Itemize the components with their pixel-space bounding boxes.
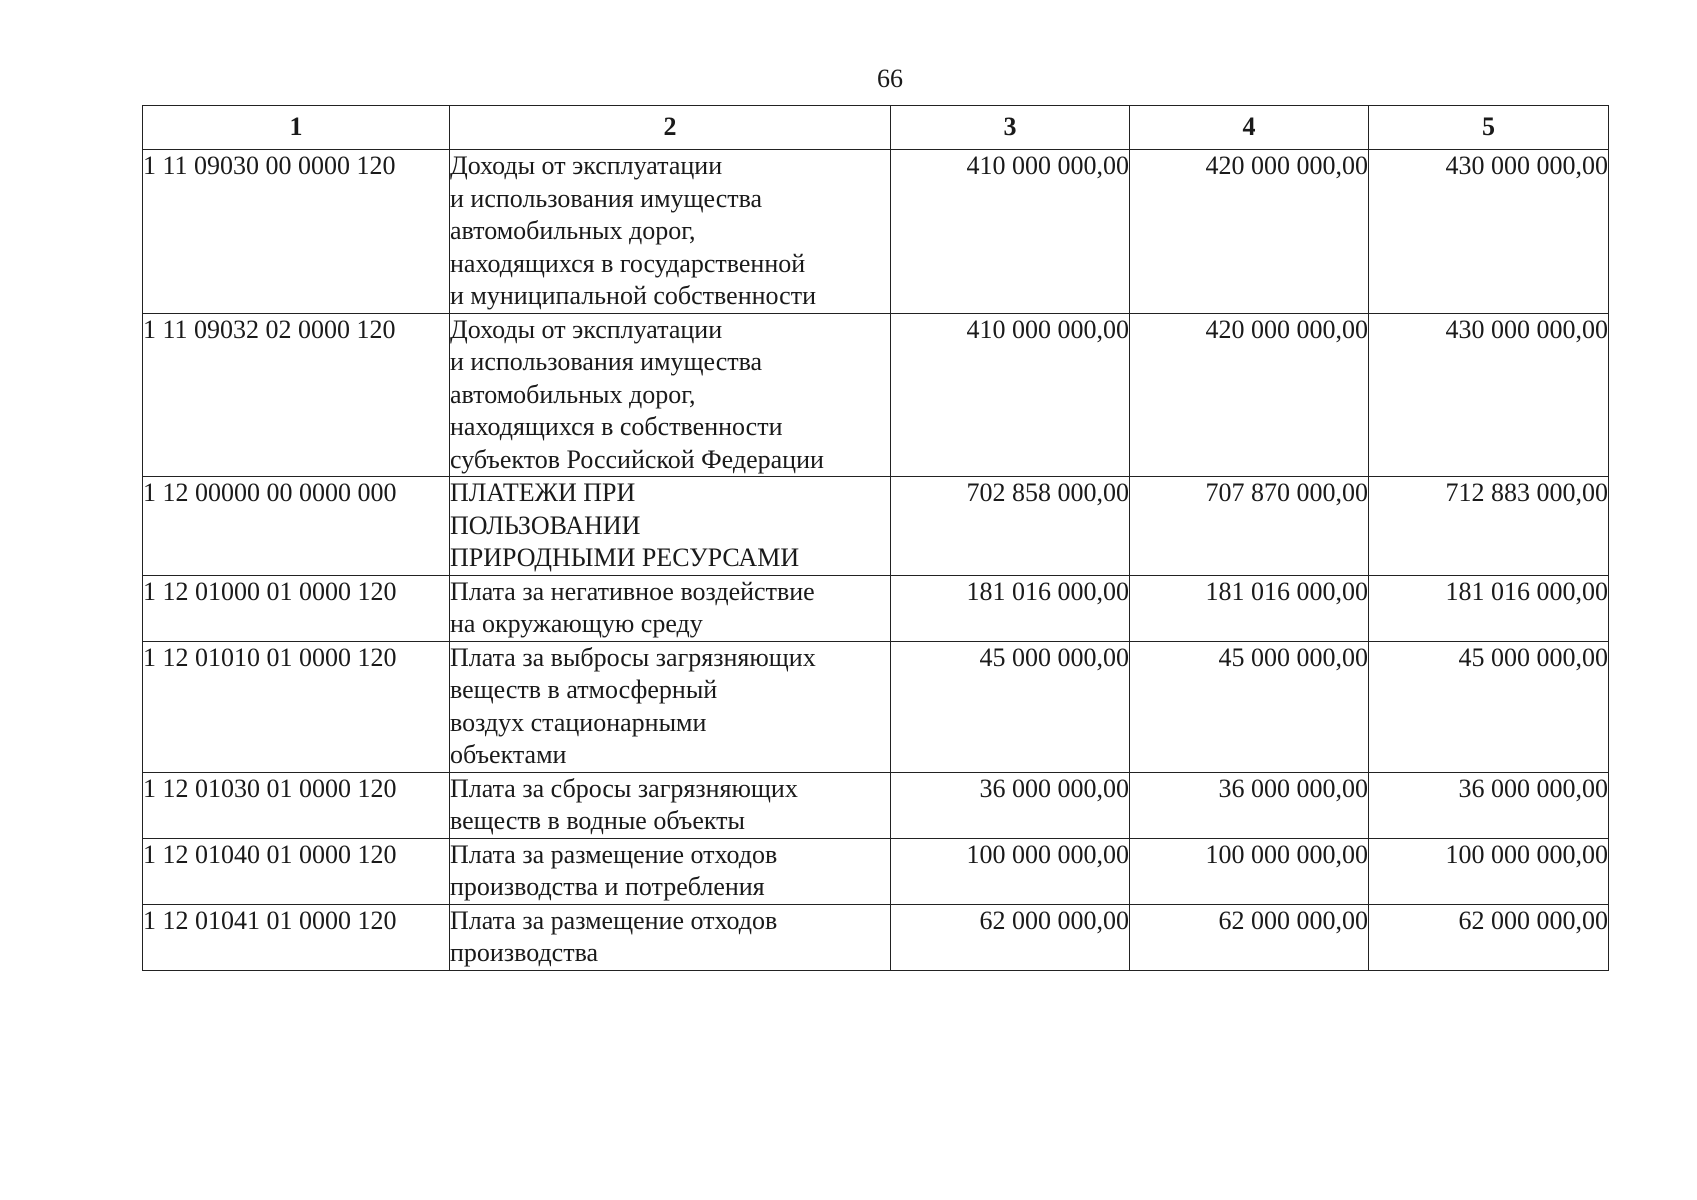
revenue-name-line: Доходы от эксплуатации [450, 314, 723, 344]
table-header-row [143, 106, 1609, 150]
amount-cell-col5: 36 000 000,00 [1369, 772, 1609, 838]
budget-code-cell: 1 11 09032 02 0000 120 [143, 313, 450, 477]
budget-revenue-table [142, 105, 1609, 971]
revenue-name-line: ПЛАТЕЖИ ПРИ [450, 478, 636, 507]
revenue-name-cell [450, 575, 891, 641]
amount-cell-col4: 707 870 000,00 [1130, 477, 1369, 576]
revenue-name-cell [450, 477, 891, 576]
revenue-name-line: и муниципальной собственности [450, 281, 816, 310]
amount-cell-col3: 410 000 000,00 [891, 313, 1130, 477]
amount-cell-col3: 36 000 000,00 [891, 772, 1130, 838]
revenue-name-line: веществ в водные объекты [450, 806, 746, 835]
table-row [143, 838, 1609, 904]
column-header-3: 3 [891, 106, 1130, 150]
amount-cell-col5: 181 016 000,00 [1369, 575, 1609, 641]
amount-cell-col3: 100 000 000,00 [891, 838, 1130, 904]
revenue-name-cell [450, 313, 891, 477]
amount-cell-col5: 62 000 000,00 [1369, 904, 1609, 970]
revenue-name-line: ПРИРОДНЫМИ РЕСУРСАМИ [450, 543, 800, 572]
column-header-5: 5 [1369, 106, 1609, 150]
revenue-name-cell [450, 904, 891, 970]
revenue-name-line: Плата за размещение отходов [450, 905, 778, 935]
amount-cell-col5: 100 000 000,00 [1369, 838, 1609, 904]
budget-code-cell: 1 11 09030 00 0000 120 [143, 150, 450, 314]
amount-cell-col4: 420 000 000,00 [1130, 313, 1369, 477]
revenue-name-line: автомобильных дорог, [450, 379, 696, 409]
budget-code-cell: 1 12 01041 01 0000 120 [143, 904, 450, 970]
amount-cell-col4: 420 000 000,00 [1130, 150, 1369, 314]
amount-cell-col4: 62 000 000,00 [1130, 904, 1369, 970]
revenue-name-line: Плата за сбросы загрязняющих [450, 773, 798, 803]
budget-code-cell: 1 12 01010 01 0000 120 [143, 641, 450, 772]
revenue-name-cell [450, 838, 891, 904]
page-number: 66 [877, 64, 903, 93]
revenue-name-line: производства и потребления [450, 872, 765, 901]
amount-cell-col4: 36 000 000,00 [1130, 772, 1369, 838]
revenue-name-line: Плата за выбросы загрязняющих [450, 642, 816, 672]
table-row [143, 575, 1609, 641]
revenue-name-line: Плата за размещение отходов [450, 839, 778, 869]
revenue-name-line: на окружающую среду [450, 609, 703, 638]
table-row [143, 313, 1609, 477]
column-header-4: 4 [1130, 106, 1369, 150]
revenue-name-line: автомобильных дорог, [450, 216, 696, 245]
table-row [143, 772, 1609, 838]
amount-cell-col4: 45 000 000,00 [1130, 641, 1369, 772]
amount-cell-col4: 181 016 000,00 [1130, 575, 1369, 641]
budget-code-cell: 1 12 01030 01 0000 120 [143, 772, 450, 838]
revenue-name-line: и использования имущества [450, 183, 763, 213]
amount-cell-col3: 62 000 000,00 [891, 904, 1130, 970]
revenue-name-line: веществ в атмосферный [450, 675, 718, 704]
amount-cell-col5: 712 883 000,00 [1369, 477, 1609, 576]
revenue-name-line: производства [450, 938, 599, 967]
column-header-2: 2 [450, 106, 891, 150]
amount-cell-col5: 45 000 000,00 [1369, 641, 1609, 772]
table-row [143, 641, 1609, 772]
revenue-name-line: объектами [450, 740, 567, 769]
amount-cell-col4: 100 000 000,00 [1130, 838, 1369, 904]
budget-code-cell: 1 12 01040 01 0000 120 [143, 838, 450, 904]
revenue-name-line: Плата за негативное воздействие [450, 576, 815, 606]
amount-cell-col5: 430 000 000,00 [1369, 150, 1609, 314]
amount-cell-col3: 45 000 000,00 [891, 641, 1130, 772]
revenue-name-cell [450, 150, 891, 314]
revenue-name-cell [450, 772, 891, 838]
revenue-name-cell [450, 641, 891, 772]
amount-cell-col3: 410 000 000,00 [891, 150, 1130, 314]
revenue-name-line: воздух стационарными [450, 707, 707, 737]
revenue-name-line: Доходы от эксплуатации [450, 151, 723, 180]
revenue-name-line: ПОЛЬЗОВАНИИ [450, 510, 641, 540]
column-header-1: 1 [143, 106, 450, 150]
table-row [143, 477, 1609, 576]
revenue-name-line: находящихся в государственной [450, 248, 806, 278]
amount-cell-col3: 181 016 000,00 [891, 575, 1130, 641]
revenue-name-line: находящихся в собственности [450, 412, 783, 441]
revenue-name-line: и использования имущества [450, 347, 763, 376]
budget-code-cell: 1 12 01000 01 0000 120 [143, 575, 450, 641]
table-body [143, 150, 1609, 971]
amount-cell-col5: 430 000 000,00 [1369, 313, 1609, 477]
budget-code-cell: 1 12 00000 00 0000 000 [143, 477, 450, 576]
table-row [143, 150, 1609, 314]
table-row [143, 904, 1609, 970]
amount-cell-col3: 702 858 000,00 [891, 477, 1130, 576]
revenue-name-line: субъектов Российской Федерации [450, 444, 824, 474]
